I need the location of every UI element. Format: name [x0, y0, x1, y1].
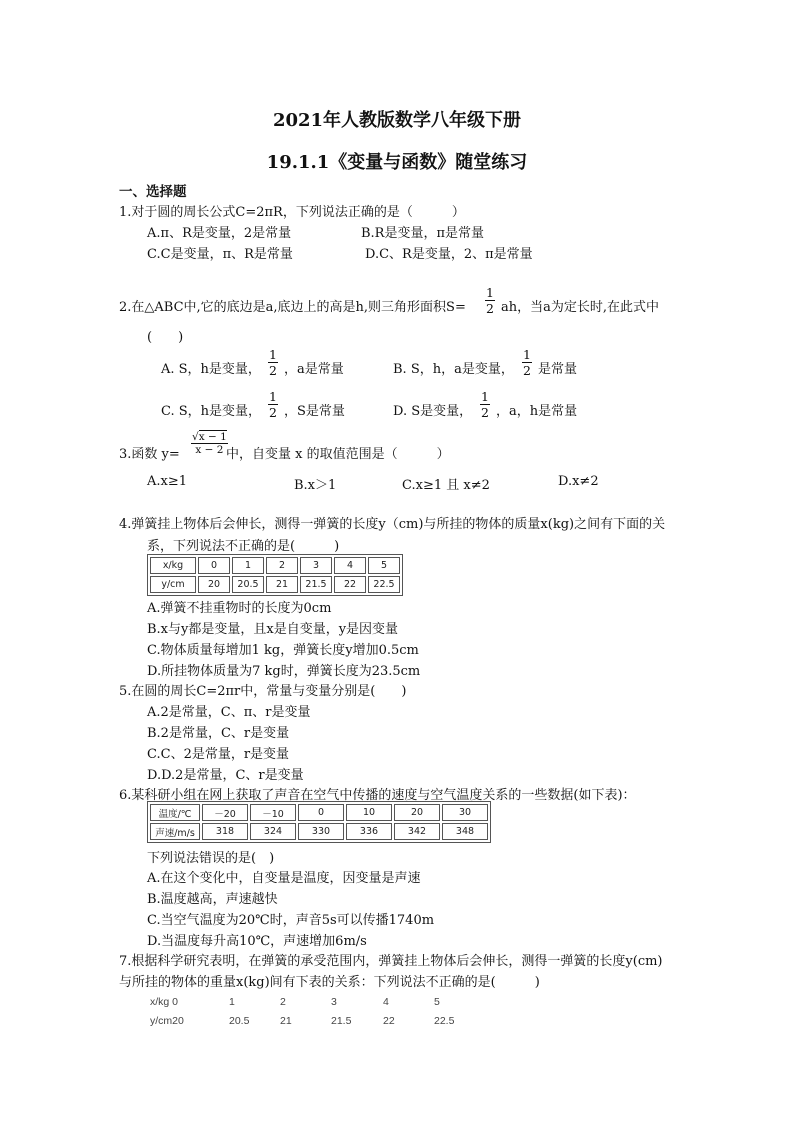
q3-stem-part2: 中，自变量 x 的取值范围是（ ） — [226, 447, 450, 462]
fraction-denominator: 2 — [269, 363, 277, 378]
table-cell: －20 — [202, 804, 248, 821]
table-cell: 22.5 — [434, 1015, 455, 1027]
q5-option-a: A.2是常量，C、π、r是变量 — [147, 705, 311, 720]
table-cell: 20.5 — [232, 576, 264, 593]
q2-option-a-part1: A. S，h是变量， — [161, 362, 261, 377]
q7-stem-line2: 与所挂的物体的重量x(kg)间有下表的关系：下列说法不正确的是( ) — [119, 975, 540, 990]
q5-option-d: D.D.2是常量，C、r是变量 — [147, 768, 304, 783]
q4-option-b: B.x与y都是变量，且x是自变量，y是因变量 — [147, 622, 399, 637]
table-cell: 1 — [232, 557, 264, 574]
table-cell: 22 — [383, 1015, 395, 1027]
table-cell: 21.5 — [331, 1015, 352, 1027]
fraction-denominator: 2 — [486, 301, 494, 316]
table-cell: 5 — [434, 996, 440, 1008]
q2-option-c-fraction — [268, 389, 278, 420]
table-row — [150, 557, 400, 574]
fraction-numerator: 1 — [486, 285, 494, 300]
table-cell: 0 — [198, 557, 230, 574]
q2-option-c-part1: C. S，h是变量， — [161, 404, 262, 419]
q4-stem-line2: 系，下列说法不正确的是( ) — [147, 539, 340, 554]
q6-option-b: B.温度越高，声速越快 — [147, 892, 278, 907]
q2-stem-part3: ( ) — [147, 330, 184, 345]
q2-stem-part1: 2.在△ABC中,它的底边是a,底边上的高是h,则三角形面积S= — [119, 300, 466, 315]
table-cell: 20.5 — [229, 1015, 250, 1027]
q3-stem-part1: 3.函数 y= — [119, 447, 180, 462]
fraction-denominator: x − 2 — [195, 444, 224, 456]
sqrt-sign-icon: √ — [192, 431, 199, 443]
q6-data-table — [147, 801, 491, 843]
fraction-denominator: 2 — [523, 363, 531, 378]
table-cell: 22.5 — [368, 576, 400, 593]
table-cell: 22 — [334, 576, 366, 593]
q3-option-c: C.x≥1 且 x≠2 — [402, 478, 490, 493]
table-cell: 21 — [280, 1015, 292, 1027]
q2-option-d-fraction — [480, 389, 490, 420]
q6-stem: 6.某科研小组在网上获取了声音在空气中传播的速度与空气温度关系的一些数据(如下表)： — [119, 788, 636, 803]
table-row — [150, 576, 400, 593]
q4-option-a: A.弹簧不挂重物时的长度为0cm — [147, 601, 332, 616]
table-cell: 0 — [298, 804, 344, 821]
q6-option-d: D.当温度每升高10℃，声速增加6m/s — [147, 934, 367, 949]
q3-option-b: B.x＞1 — [294, 478, 337, 493]
q1-option-b: B.R是变量，π是常量 — [361, 226, 485, 241]
table-cell: x/kg 0 — [150, 996, 179, 1008]
table-cell: －10 — [250, 804, 296, 821]
fraction-numerator: 1 — [523, 347, 531, 362]
q6-sub-question: 下列说法错误的是( ) — [147, 851, 275, 866]
table-cell: 5 — [368, 557, 400, 574]
fraction-denominator: 2 — [269, 405, 277, 420]
q6-option-a: A.在这个变化中，自变量是温度，因变量是声速 — [147, 871, 421, 886]
table-cell: 1 — [229, 996, 235, 1008]
q4-stem-line1: 4.弹簧挂上物体后会伸长，测得一弹簧的长度y（cm)与所挂的物体的质量x(kg)之间有下面的关 — [119, 517, 666, 532]
q1-option-d: D.C、R是变量，2、π是常量 — [365, 247, 533, 262]
q5-option-b: B.2是常量，C、r是变量 — [147, 726, 290, 741]
q1-option-c: C.C是变量，π、R是常量 — [147, 247, 293, 262]
q2-option-b-fraction — [522, 347, 532, 378]
q2-option-b-part1: B. S，h，a是变量， — [393, 362, 514, 377]
table-cell: 324 — [250, 823, 296, 840]
table-cell: 21.5 — [300, 576, 332, 593]
table-cell: 10 — [346, 804, 392, 821]
q2-stem-part2: ah，当a为定长时,在此式中 — [501, 300, 660, 315]
table-cell: 2 — [280, 996, 286, 1008]
table-cell: 4 — [334, 557, 366, 574]
table-cell: 3 — [331, 996, 337, 1008]
q2-option-a-fraction — [268, 347, 278, 378]
table-cell: 21 — [266, 576, 298, 593]
table-cell: 4 — [383, 996, 389, 1008]
table-cell: 30 — [442, 804, 488, 821]
table-cell: y/cm — [150, 576, 196, 593]
fraction-numerator: 1 — [269, 389, 277, 404]
document-subtitle: 19.1.1《变量与函数》随堂练习 — [266, 152, 528, 173]
table-cell: x/kg — [150, 557, 196, 574]
table-cell: 336 — [346, 823, 392, 840]
fraction-numerator: x − 1 — [198, 431, 227, 443]
q4-option-c: C.物体质量每增加1 kg，弹簧长度y增加0.5cm — [147, 643, 419, 658]
q2-option-d-part2: ，a，h是常量 — [496, 404, 578, 419]
q2-option-c-part2: ，S是常量 — [284, 404, 345, 419]
table-cell: 温度/℃ — [150, 804, 200, 821]
table-cell: 20 — [198, 576, 230, 593]
q6-option-c: C.当空气温度为20℃时，声音5s可以传播1740m — [147, 913, 435, 928]
table-cell: 348 — [442, 823, 488, 840]
q4-data-table — [147, 554, 403, 596]
q5-option-c: C.C、2是常量，r是变量 — [147, 747, 290, 762]
q7-data-row-x — [150, 996, 470, 1010]
table-row — [150, 804, 488, 821]
table-cell: 2 — [266, 557, 298, 574]
q2-option-a-part2: ，a是常量 — [284, 362, 344, 377]
q3-option-a: A.x≥1 — [147, 474, 188, 489]
fraction-numerator: 1 — [481, 389, 489, 404]
q1-stem: 1.对于圆的周长公式C=2πR，下列说法正确的是（ ） — [119, 205, 465, 220]
table-cell: 330 — [298, 823, 344, 840]
fraction-numerator: 1 — [269, 347, 277, 362]
table-cell: 3 — [300, 557, 332, 574]
table-row — [150, 823, 488, 840]
fraction-denominator: 2 — [481, 405, 489, 420]
document-title: 2021年人教版数学八年级下册 — [272, 110, 522, 131]
q7-stem-line1: 7.根据科学研究表明，在弹簧的承受范围内，弹簧挂上物体后会伸长，测得一弹簧的长度y(cm) — [119, 954, 663, 969]
q2-option-b-part2: 是常量 — [538, 362, 578, 377]
q2-option-d-part1: D. S是变量， — [393, 404, 473, 419]
table-cell: 318 — [202, 823, 248, 840]
q5-stem: 5.在圆的周长C=2πr中，常量与变量分别是( ) — [119, 684, 407, 699]
q4-option-d: D.所挂物体质量为7 kg时，弹簧长度为23.5cm — [147, 664, 421, 679]
q3-option-d: D.x≠2 — [558, 474, 599, 489]
q7-data-row-y — [150, 1015, 470, 1029]
q1-option-a: A.π、R是变量，2是常量 — [147, 226, 292, 241]
q2-stem-fraction — [485, 285, 495, 316]
table-cell: y/cm20 — [150, 1015, 184, 1027]
q3-function-fraction — [191, 431, 228, 456]
table-cell: 声速/m/s — [150, 823, 200, 840]
table-cell: 20 — [394, 804, 440, 821]
table-cell: 342 — [394, 823, 440, 840]
section-heading: 一、选择题 — [119, 184, 187, 200]
